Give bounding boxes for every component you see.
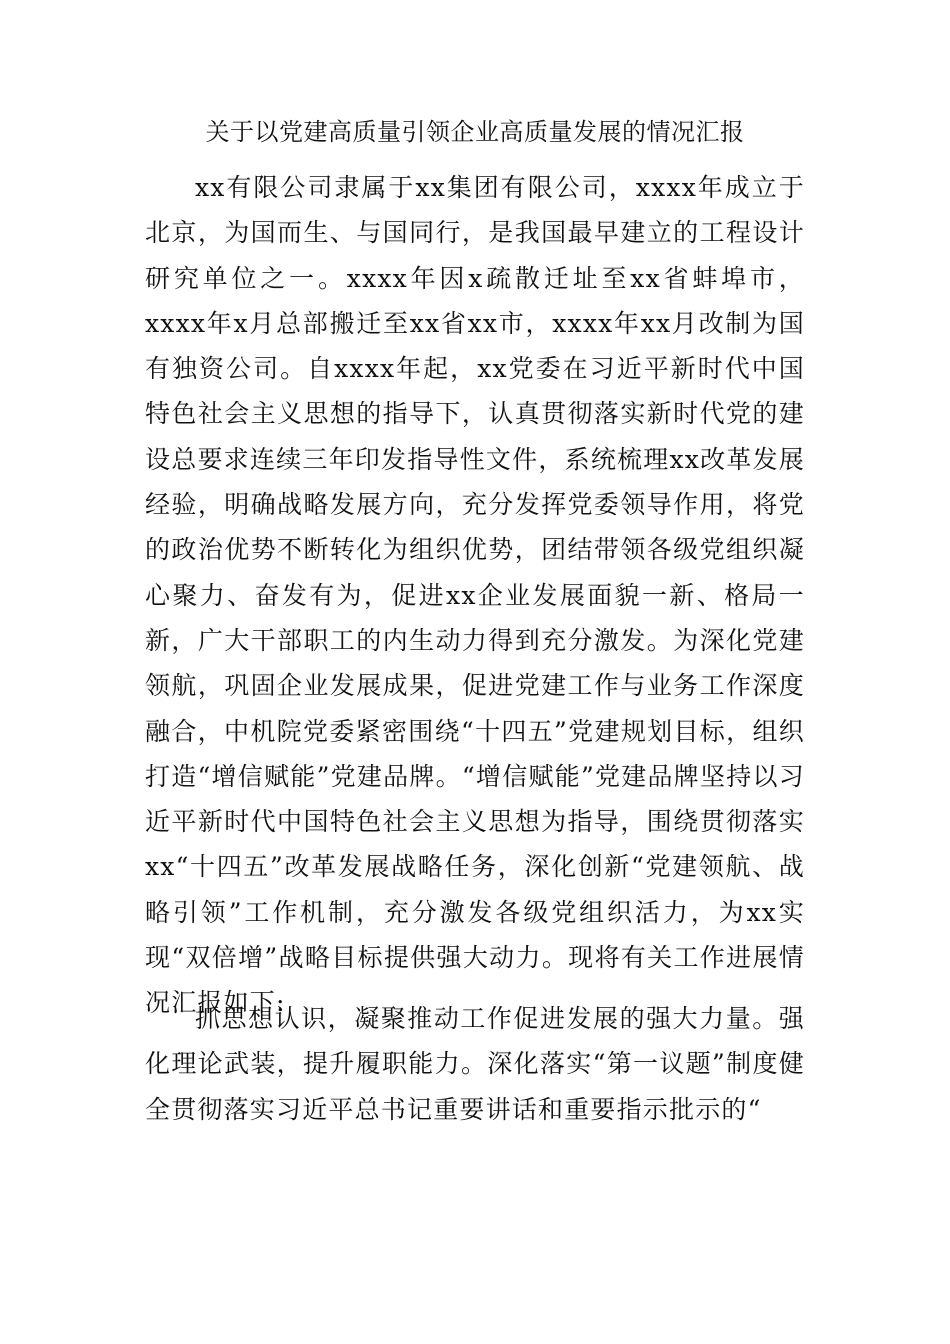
paragraph-thought: 抓思想认识，凝聚推动工作促进发展的强大力量。强化理论武装，提升履职能力。深化落实“第一议题”制度健全贯彻落实习近平总书记重要讲话和重要指示批示的“ [145,1004,805,1124]
document-title: 关于以党建高质量引领企业高质量发展的情况汇报 [205,118,745,146]
paragraph-intro: xx有限公司隶属于xx集团有限公司，xxxx年成立于北京，为国而生、与国同行，是我国最早建立的工程设计研究单位之一。xxxx年因x疏散迁址至xx省蚌埠市，xxxx年x月总部搬迁至xx省xx市，xxxx年xx月改制为国有独资公司。自xxxx年起，xx党委在习近平新时代中国特色社会主义思想的指导下，认真贯彻落实新时代党的建设总要求连续三年印发指导性文件，系统梳理xx改革发展经验，明确战略发展方向，充分发挥党委领导作用，将党的政治优势不断转化为组织优势，团结带领各级党组织凝心聚力、奋发有为，促进xx企业发展面貌一新、格局一新，广大干部职工的内生动力得到充分激发。为深化党建领航，巩固企业发展成果，促进党建工作与业务工作深度融合，中机院党委紧密围绕“十四五”党建规划目标，组织打造“增信赋能”党建品牌。“增信赋能”党建品牌坚持以习近平新时代中国特色社会主义思想为指导，围绕贯彻落实xx“十四五”改革发展战略任务，深化创新“党建领航、战略引领”工作机制，充分激发各级党组织活力，为xx实现“双倍增”战略目标提供强大动力。现将有关工作进展情况汇报如下: [145,173,805,1018]
